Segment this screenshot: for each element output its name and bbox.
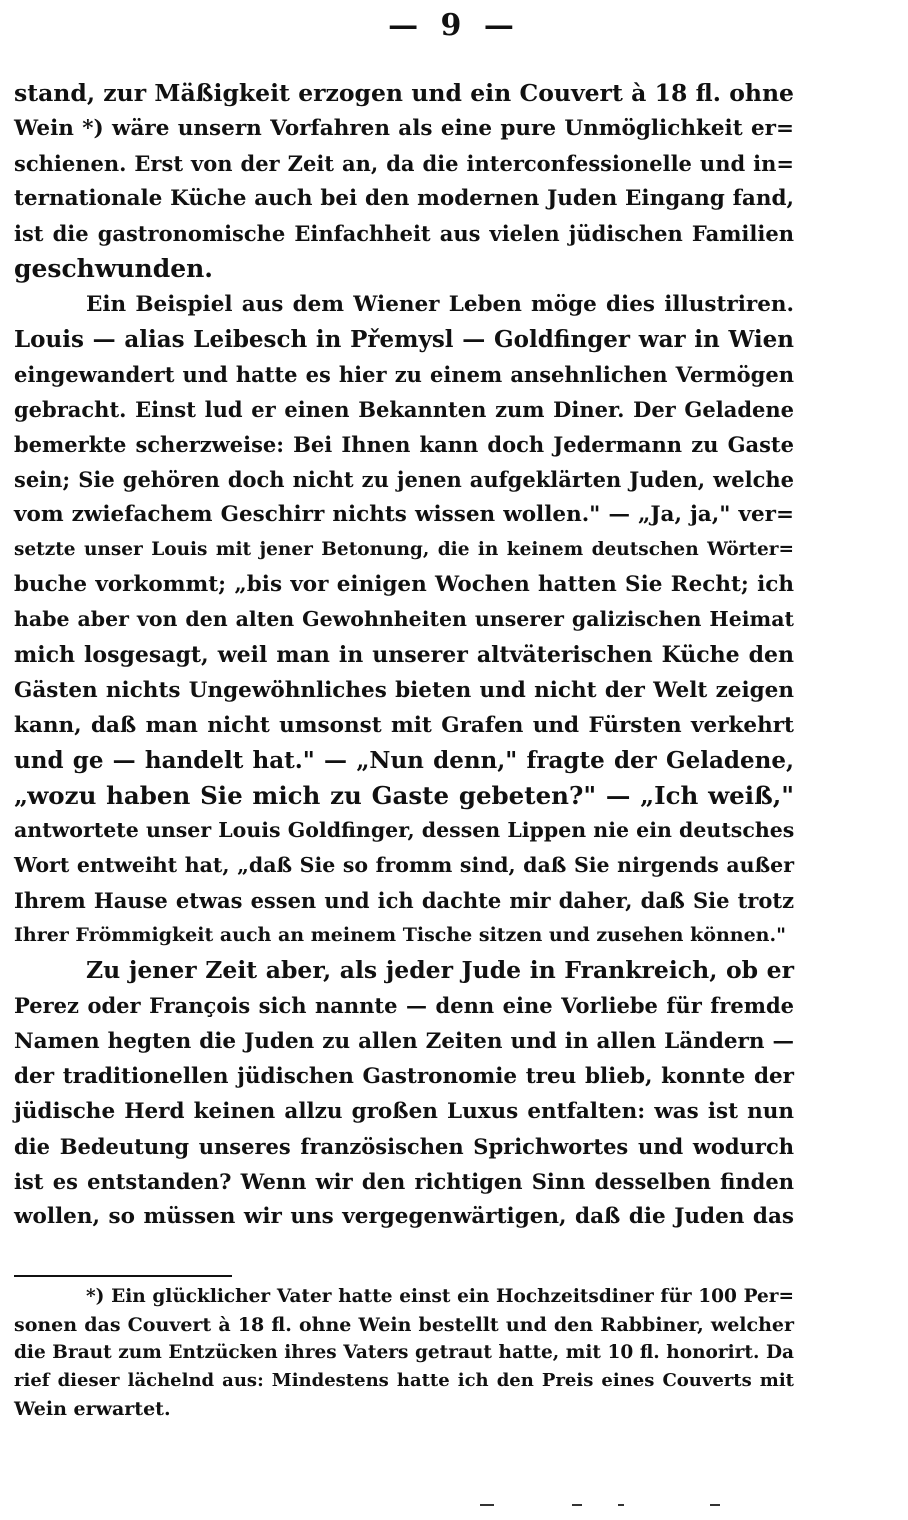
footnote-block <box>14 1283 794 1423</box>
text-line: stand, zur Mäßigkeit erzogen und ein Couvert à 18 fl. ohne <box>14 79 794 107</box>
text-line: ist es entstanden? Wenn wir den richtigen Sinn desselben finden <box>14 1168 794 1194</box>
text-line: Ihrer Frömmigkeit auch an meinem Tische sitzen und zusehen können." <box>14 924 786 947</box>
text-line: ternationale Küche auch bei den modernen Juden Eingang fand, <box>14 186 794 212</box>
text-line: Namen hegten die Juden zu allen Zeiten und in allen Ländern — <box>14 1028 794 1054</box>
page-number-header: — 9 — <box>388 8 520 43</box>
footnote-line: die Braut zum Entzücken ihres Vaters getraut hatte, mit 10 fl. honorirt. Da <box>14 1342 794 1363</box>
text-line: der traditionellen jüdischen Gastronomie treu blieb, konnte der <box>14 1063 794 1089</box>
text-line: Gästen nichts Ungewöhnliches bieten und nicht der Welt zeigen <box>14 677 794 703</box>
text-line: Ihrem Hause etwas essen und ich dachte mir daher, daß Sie trotz <box>14 888 794 914</box>
text-line: Wort entweiht hat, „daß Sie so fromm sind, daß Sie nirgends außer <box>14 853 794 878</box>
text-line: gebracht. Einst lud er einen Bekannten zum Diner. Der Geladene <box>14 396 794 422</box>
main-text-block <box>14 76 794 1234</box>
text-line: Wein *) wäre unsern Vorfahren als eine pure Unmöglichkeit er= <box>14 116 794 142</box>
text-line: sein; Sie gehören doch nicht zu jenen aufgeklärten Juden, welche <box>14 467 794 493</box>
footnote-line: rief dieser lächelnd aus: Mindestens hatte ich den Preis eines Couverts mit <box>14 1370 794 1391</box>
text-line: Ein Beispiel aus dem Wiener Leben möge dies illustriren. <box>86 291 794 317</box>
text-line: „wozu haben Sie mich zu Gaste gebeten?" — „Ich weiß," <box>14 780 794 810</box>
text-line: mich losgesagt, weil man in unserer altväterischen Küche den <box>14 641 794 668</box>
text-line: schienen. Erst von der Zeit an, da die interconfessionelle und in= <box>14 151 794 177</box>
text-line: jüdische Herd keinen allzu großen Luxus entfalten: was ist nun <box>14 1098 794 1124</box>
text-line: wollen, so müssen wir uns vergegenwärtigen, daß die Juden das <box>14 1204 794 1229</box>
text-line: habe aber von den alten Gewohnheiten unserer galizischen Heimat <box>14 607 794 632</box>
text-line: buche vorkommt; „bis vor einigen Wochen hatten Sie Recht; ich <box>14 572 794 598</box>
text-line: Perez oder François sich nannte — denn eine Vorliebe für fremde <box>14 993 794 1019</box>
text-line: ist die gastronomische Einfachheit aus vielen jüdischen Familien <box>14 221 794 247</box>
text-line: bemerkte scherzweise: Bei Ihnen kann doch Jedermann zu Gaste <box>14 431 794 457</box>
text-line: Zu jener Zeit aber, als jeder Jude in Frankreich, ob er <box>86 956 794 985</box>
text-line: Louis — alias Leibesch in Přemysl — Goldfinger war in Wien <box>14 325 794 353</box>
text-line: und ge — handelt hat." — „Nun denn," fragte der Geladene, <box>14 746 794 774</box>
footnote-divider <box>14 1275 232 1277</box>
text-line: eingewandert und hatte es hier zu einem ansehnlichen Vermögen <box>14 361 794 387</box>
text-line: vom zwiefachem Geschirr nichts wissen wollen." — „Ja, ja," ver= <box>14 502 794 528</box>
footnote-line: sonen das Couvert à 18 fl. ohne Wein bestellt und den Rabbiner, welcher <box>14 1314 794 1336</box>
text-line: setzte unser Louis mit jener Betonung, die in keinem deutschen Wörter= <box>14 539 794 561</box>
print-marks <box>480 1500 720 1510</box>
text-line: die Bedeutung unseres französischen Sprichwortes und wodurch <box>14 1133 794 1159</box>
text-line: kann, daß man nicht umsonst mit Grafen und Fürsten verkehrt <box>14 712 794 738</box>
text-line: geschwunden. <box>14 254 213 284</box>
footnote-line: Wein erwartet. <box>14 1398 171 1420</box>
footnote-line: *) Ein glücklicher Vater hatte einst ein Hochzeitsdiner für 100 Per= <box>86 1286 794 1307</box>
text-line: antwortete unser Louis Goldfinger, dessen Lippen nie ein deutsches <box>14 817 795 842</box>
